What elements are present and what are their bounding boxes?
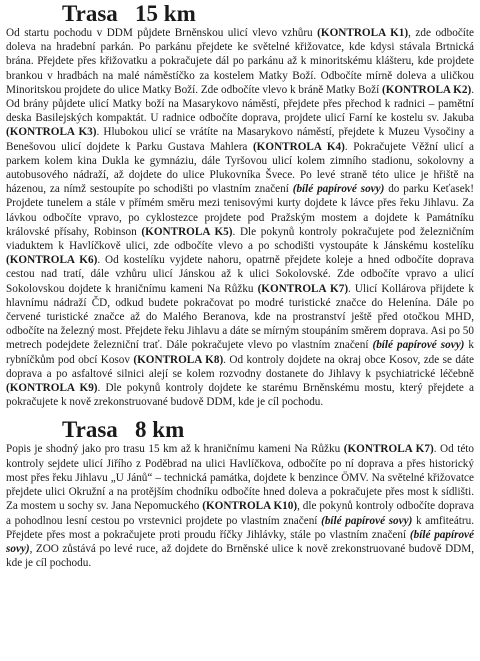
trail-marking-note: (bílé papírové sovy) [6,528,474,555]
checkpoint-label: (KONTROLA K7) [343,443,434,456]
trail-marking-note: (bílé papírové sovy) [292,183,385,196]
route-text: , ZOO zůstává po levé ruce, až dojdete do Brněnské ulice k nově zrekonstruované budově DDM, kde je cíl pochodu. [6,542,474,570]
route-text: . Hlubokou ulicí se vrátíte na Masarykovo náměstí, přejdete k Muzeu Vysočiny a Benešovou ulicí dojdete k Parku Gustava Mahlera [6,126,474,153]
route-text: Od startu pochodu v DDM půjdete Brněnskou ulicí vlevo vzhůru [6,27,318,39]
checkpoint-label: (KONTROLA K6) [6,254,98,267]
checkpoint-label: (KONTROLA K5) [141,225,233,238]
route-text: . Ulicí Kollárova přijdete k hlavnímu nádraží ČD, odkud budete pokračovat po modré turistické značce do Helenína. Dále po červené turistické značce až do Malého Beranova, kde na prostranství ještě před otočkou MHD, odbočíte na železný most. Přejdete řeku Jihlavu a dáte se mírným stoupáním směrem doprava. Asi po 50 metrech podejdete železniční trať. Dále pokračujete vlevo po vlastním značení [6,282,474,352]
trail-marking-note: (bílé papírové sovy) [321,514,413,527]
checkpoint-label: (KONTROLA K2) [382,83,472,96]
route-15km-description [6,26,474,409]
route-text: . Od kostelíku vyjdete nahoru, opatrně přejdete koleje a hned odbočíte doprava cestou nad tratí, dále vzhůru ulicí Jánskou až k ulici Sokolovské. Zde odbočíte vpravo a ulicí Sokolovskou dojdete k hraničnímu kameni Na Růžku [6,254,474,295]
route-text: , dle pokynů kontroly odbočíte doprava a pohodlnou lesní cestou po vrstevnici projdete po vlastním značení [6,500,474,527]
route-text: k amfiteátru. Přejdete přes most a pokračujete proti proudu říčky Jihlávky, stále po vlastním značení [6,514,475,541]
checkpoint-label: (KONTROLA K10) [202,500,298,513]
route-text: . Pokračujete Věžní ulicí a parkem kolem kina Dukla ke gymnáziu, dále Tyršovou ulicí kolem zimního stadionu, sokolovny a autobusového nádraží, až dojdete do ulice Plukovníka Švece. Po levé straně této ulice je hřiště na házenou, za nímž sestoupíte po schodišti po vlastním značení [6,140,474,196]
route-text: . Dle pokynů kontroly pokračujete pod železničním viaduktem k Havlíčkově ulici, zde odbočíte vlevo a po schodišti vystoupáte k Jánskému kostelíku [6,225,474,253]
route-text: do parku Keťasek! Projdete tunelem a stále v přímém směru mezi tenisovými kurty dojdete k lávce přes řeku Jihlavu. Za lávkou odbočíte vpravo, po cyklostezce projdete pod Pražským mostem a dojdete k Památníku královské přísahy, Robinson [6,183,475,238]
trail-marking-note: (bílé papírové sovy) [372,339,465,352]
checkpoint-label: (KONTROLA K7) [257,282,349,295]
checkpoint-label: (KONTROLA K3) [6,126,97,139]
route-text: . Dle pokynů kontroly dojdete ke starému Brněnskému mostu, který přejdete a pokračujete k nově zrekonstruované budově DDM, kde je cíl pochodu. [6,382,474,409]
route-text: . Od kontroly dojdete na okraj obce Kosov, zde se dáte doprava a po asfaltové silnici alejí se kolem rozvodny dostanete do Jihlavy k psychiatrické léčebně [6,353,474,380]
route-15km-title: Trasa 15 km [62,1,196,26]
route-text: k rybníčkům pod obcí Kosov [6,339,475,366]
route-8km-title: Trasa 8 km [62,417,185,443]
checkpoint-label: (KONTROLA K9) [6,382,98,395]
route-8km-description [6,442,474,570]
checkpoint-label: (KONTROLA K4) [252,140,345,153]
route-text: . Od této kontroly sejdete ulicí Jiřího z Poděbrad na ulici Havlíčkova, odbočíte po ní doprava a přes historický most přes řeku Jihlavu „U Jánů“ – technická památka, dojdete k benzince ÖMV. Na světelné křižovatce přejdete ulici Okružní a na protějším chodníku odbočíte hned doleva a pokračujete přes most k sídlišti. Za mostem u sochy sv. Jana Nepomuckého [6,443,474,513]
checkpoint-label: (KONTROLA K8) [133,353,224,366]
route-text: , zde odbočíte doleva na hradební parkán. Po parkánu přejdete ke světelné křižovatce, kde kdysi stávala Brtnická brána. Přejdete přes křižovatku a pokračujete dál po parkánu až k minoritskému klášteru, kde projdete brankou v hradbách na malé náměstíčko za kostelem Matky Boží. Odbočíte mírně doleva a uličkou Minoritskou projdete do ulice Matky Boží. Zde odbočíte vlevo k bráně Matky Boží [6,27,474,96]
checkpoint-label: (KONTROLA K1) [317,27,409,39]
route-text: . Od brány půjdete ulicí Matky boží na Masarykovo náměstí, přejdete přes přechod k radnici – pamětní deska Basilejských kompaktát. U radnice odbočíte doprava, projdete ulicí Farní ke kostelu sv. Jakuba [6,83,474,125]
route-text: Popis je shodný jako pro trasu 15 km až k hraničnímu kameni Na Růžku [6,443,344,456]
